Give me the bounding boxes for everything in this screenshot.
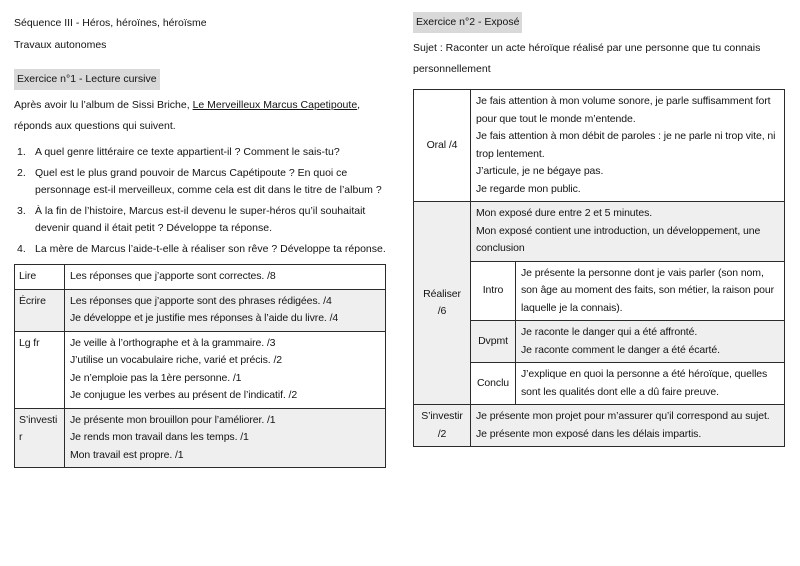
intro-suffix: , réponds aux questions qui suivent.: [14, 99, 361, 132]
exercise2-rubric-table: [413, 89, 785, 447]
rubric-part-criteria: [516, 363, 785, 405]
exercise2-subject: Sujet : Raconter un acte héroïque réalisé par une personne que tu connais personnellement: [413, 42, 761, 75]
exercise1-heading: Exercice n°1 - Lecture cursive: [14, 69, 160, 90]
table-row: [15, 265, 386, 290]
criterion-line: Je présente la personne dont je vais parler (son nom, son âge au moment des faits, son métier, la raison pour laquelle je la connais).: [521, 266, 775, 314]
right-column: [413, 12, 785, 447]
table-row: [414, 202, 785, 262]
left-column: [14, 12, 386, 468]
table-row: [414, 405, 785, 447]
criterion-line: Je conjugue les verbes au présent de l’indicatif. /2: [70, 389, 298, 401]
rubric-part-label: Dvpmt: [471, 321, 516, 363]
rubric-row-label: [414, 405, 471, 447]
table-row: [15, 331, 386, 408]
question-number: 2.: [17, 167, 26, 179]
question-text: À la fin de l’histoire, Marcus est-il devenu le super-héros qu’il souhaitait devenir quand il était petit ? Développe ta réponse.: [35, 205, 366, 234]
criterion-line: Je raconte le danger qui a été affronté.: [521, 326, 698, 338]
rubric-label-name: Réaliser: [423, 287, 461, 300]
rubric-row-criteria: [65, 265, 386, 290]
criterion-line: J’utilise un vocabulaire riche, varié et précis. /2: [70, 354, 283, 366]
exercise2-heading-wrap: [413, 12, 785, 33]
rubric-row-label: Oral /4: [414, 90, 471, 202]
question-text: Quel est le plus grand pouvoir de Marcus Capétipoute ? En quoi ce personnage est-il merveilleux, comme cela est dit dans le titre de l’album ?: [35, 167, 382, 196]
rubric-row-label: Écrire: [15, 289, 65, 331]
criterion-line: Mon travail est propre. /1: [70, 448, 184, 461]
question-item: [14, 241, 386, 258]
criterion-line: Je présente mon exposé dans les délais impartis.: [476, 427, 702, 440]
table-row: [15, 289, 386, 331]
rubric-row-label: Lg fr: [15, 331, 65, 408]
exercise1-rubric-table: [14, 264, 386, 468]
question-number: 3.: [17, 205, 26, 217]
question-text: A quel genre littéraire ce texte appartient-il ? Comment le sais-tu?: [35, 146, 340, 158]
criterion-line: Je rends mon travail dans les temps. /1: [70, 431, 249, 443]
rubric-row-label: [414, 202, 471, 405]
rubric-row-label: Lire: [15, 265, 65, 290]
criterion-line: Je présente mon projet pour m’assurer qu’il correspond au sujet.: [476, 410, 770, 422]
rubric-row-criteria: [471, 90, 785, 202]
rubric-overview-cell: [471, 202, 785, 262]
rubric-part-criteria: [516, 261, 785, 321]
question-item: [14, 165, 386, 199]
book-title: Le Merveilleux Marcus Capetipoute: [192, 99, 358, 111]
criterion-line: Je raconte comment le danger a été écarté.: [521, 343, 720, 356]
criterion-line: Mon exposé contient une introduction, un développement, une conclusion: [476, 224, 761, 254]
rubric-row-criteria: [65, 289, 386, 331]
exercise2-heading: Exercice n°2 - Exposé: [413, 12, 522, 33]
table-row: [414, 90, 785, 202]
criterion-line: Je regarde mon public.: [476, 182, 581, 195]
exercise1-heading-wrap: [14, 69, 386, 90]
criterion-line: J’explique en quoi la personne a été héroïque, quelles sont les qualités dont elle a dû faire preuve.: [521, 368, 768, 398]
criterion-line: Je présente mon brouillon pour l’améliorer. /1: [70, 413, 276, 426]
sequence-title: Séquence III - Héros, héroïnes, héroïsme: [14, 17, 207, 29]
question-list: [14, 144, 386, 258]
intro-prefix: Après avoir lu l’album de Sissi Briche,: [14, 99, 193, 111]
rubric-label-name: S’investir: [421, 410, 463, 422]
criterion-line: Les réponses que j’apporte sont des phrases rédigées. /4: [70, 294, 332, 307]
criterion-line: Je développe et je justifie mes réponses à l’aide du livre. /4: [70, 312, 339, 324]
question-item: [14, 144, 386, 161]
rubric-label-score: /2: [437, 427, 447, 440]
criterion-line: J’articule, je ne bégaye pas.: [476, 165, 604, 177]
rubric-row-label: S’investir: [15, 408, 65, 468]
table-row: [15, 408, 386, 468]
criterion-line: Je n’emploie pas la 1ère personne. /1: [70, 371, 242, 384]
exercise1-intro-paragraph: [14, 95, 386, 137]
criterion-line: Les réponses que j’apporte sont correctes. /8: [70, 270, 276, 282]
rubric-part-criteria: [516, 321, 785, 363]
question-item: [14, 203, 386, 237]
question-text: La mère de Marcus l’aide-t-elle à réaliser son rêve ? Développe ta réponse.: [35, 243, 386, 255]
rubric-row-criteria: [471, 405, 785, 447]
criterion-line: Je veille à l’orthographe et à la grammaire. /3: [70, 336, 276, 349]
criterion-line: Je fais attention à mon débit de paroles : je ne parle ni trop vite, ni trop lentement.: [476, 130, 776, 160]
criterion-line: Mon exposé dure entre 2 et 5 minutes.: [476, 207, 653, 219]
subtitle-travaux-autonomes: Travaux autonomes: [14, 39, 107, 51]
rubric-part-label: Conclu: [471, 363, 516, 405]
question-number: 4.: [17, 243, 26, 255]
rubric-row-criteria: [65, 408, 386, 468]
rubric-part-label: Intro: [471, 261, 516, 321]
rubric-row-criteria: [65, 331, 386, 408]
question-number: 1.: [17, 146, 26, 158]
criterion-line: Je fais attention à mon volume sonore, je parle suffisamment fort pour que tout le monde m’entende.: [476, 95, 771, 125]
rubric-label-score: /6: [437, 305, 447, 317]
